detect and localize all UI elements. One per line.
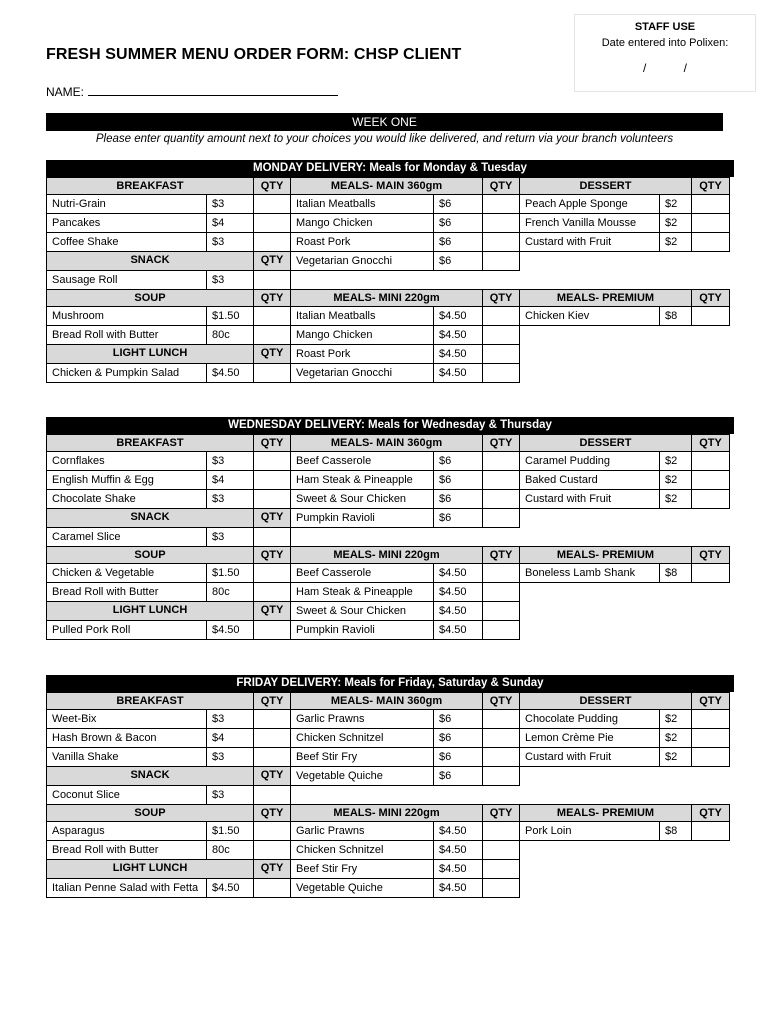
table-row	[47, 195, 730, 214]
qty-header: QTY	[254, 860, 291, 879]
soup-item: Asparagus	[47, 822, 207, 841]
mini-meals-header: MEALS- MINI 220gm	[291, 290, 483, 307]
snack-item: Caramel Slice	[47, 528, 207, 547]
price: $2	[660, 748, 692, 767]
mini-meal-item: Pumpkin Ravioli	[291, 621, 434, 640]
table-row	[47, 490, 730, 509]
price: $3	[207, 195, 254, 214]
price: $3	[207, 271, 254, 290]
qty-header: QTY	[483, 290, 520, 307]
soup-item: Bread Roll with Butter	[47, 326, 207, 345]
breakfast-item: Nutri-Grain	[47, 195, 207, 214]
qty-input[interactable]	[483, 364, 520, 383]
qty-header: QTY	[254, 435, 291, 452]
price: $1.50	[207, 564, 254, 583]
main-meal-item: Vegetable Quiche	[291, 767, 434, 786]
name-label: NAME:	[46, 85, 85, 99]
qty-header: QTY	[254, 805, 291, 822]
order-table	[46, 177, 730, 383]
price: $2	[660, 490, 692, 509]
qty-input[interactable]	[692, 307, 730, 326]
qty-input[interactable]	[254, 583, 291, 602]
price: $4	[207, 214, 254, 233]
table-row	[47, 860, 730, 879]
dessert-item: French Vanilla Mousse	[520, 214, 660, 233]
blank-cell	[291, 786, 730, 805]
premium-meals-header: MEALS- PREMIUM	[520, 805, 692, 822]
qty-header: QTY	[692, 435, 730, 452]
price: $2	[660, 195, 692, 214]
blank-cell	[520, 509, 730, 528]
qty-header: QTY	[483, 805, 520, 822]
mini-meal-item: Vegetarian Gnocchi	[291, 364, 434, 383]
blank-cell	[291, 271, 730, 290]
header-row	[47, 547, 730, 564]
qty-input[interactable]	[254, 307, 291, 326]
qty-header: QTY	[254, 509, 291, 528]
snack-item: Sausage Roll	[47, 271, 207, 290]
price: $2	[660, 471, 692, 490]
price: $4.50	[207, 364, 254, 383]
qty-input[interactable]	[692, 452, 730, 471]
price: 80c	[207, 583, 254, 602]
price: $4.50	[434, 879, 483, 898]
qty-input[interactable]	[483, 822, 520, 841]
premium-meal-item: Pork Loin	[520, 822, 660, 841]
qty-input[interactable]	[254, 452, 291, 471]
price: $3	[207, 233, 254, 252]
qty-input[interactable]	[483, 621, 520, 640]
qty-input[interactable]	[254, 729, 291, 748]
breakfast-item: Chocolate Shake	[47, 490, 207, 509]
price: $4.50	[207, 621, 254, 640]
main-meal-item: Pumpkin Ravioli	[291, 509, 434, 528]
price: $3	[207, 452, 254, 471]
qty-input[interactable]	[692, 729, 730, 748]
mini-meal-item: Chicken Schnitzel	[291, 841, 434, 860]
qty-input[interactable]	[254, 564, 291, 583]
mini-meal-item: Ham Steak & Pineapple	[291, 583, 434, 602]
light-lunch-item: Italian Penne Salad with Fetta	[47, 879, 207, 898]
qty-input[interactable]	[254, 822, 291, 841]
qty-input[interactable]	[254, 841, 291, 860]
breakfast-item: Coffee Shake	[47, 233, 207, 252]
breakfast-item: Hash Brown & Bacon	[47, 729, 207, 748]
soup-item: Mushroom	[47, 307, 207, 326]
qty-header: QTY	[254, 252, 291, 271]
price: $2	[660, 710, 692, 729]
price: $2	[660, 214, 692, 233]
qty-input[interactable]	[483, 509, 520, 528]
breakfast-header: BREAKFAST	[47, 693, 254, 710]
table-row	[47, 602, 730, 621]
qty-input[interactable]	[483, 860, 520, 879]
qty-input[interactable]	[692, 471, 730, 490]
soup-header: SOUP	[47, 547, 254, 564]
qty-input[interactable]	[483, 748, 520, 767]
breakfast-item: English Muffin & Egg	[47, 471, 207, 490]
dessert-header: DESSERT	[520, 435, 692, 452]
soup-item: Bread Roll with Butter	[47, 841, 207, 860]
qty-input[interactable]	[254, 195, 291, 214]
price: $4	[207, 729, 254, 748]
qty-input[interactable]	[254, 748, 291, 767]
snack-item: Coconut Slice	[47, 786, 207, 805]
qty-input[interactable]	[254, 490, 291, 509]
price: $4.50	[207, 879, 254, 898]
qty-header: QTY	[692, 290, 730, 307]
staff-use-title: STAFF USE	[634, 21, 696, 33]
price: $3	[207, 748, 254, 767]
price: $3	[207, 528, 254, 547]
blank-cell	[520, 860, 730, 879]
table-row	[47, 822, 730, 841]
breakfast-header: BREAKFAST	[47, 435, 254, 452]
dessert-item: Caramel Pudding	[520, 452, 660, 471]
price: $4.50	[434, 364, 483, 383]
staff-date-label: Date entered into Polixen:	[601, 37, 729, 49]
dessert-item: Custard with Fruit	[520, 233, 660, 252]
qty-header: QTY	[692, 178, 730, 195]
blank-cell	[520, 583, 730, 602]
qty-input[interactable]	[692, 748, 730, 767]
blank-cell	[520, 345, 730, 364]
table-row	[47, 841, 730, 860]
qty-input[interactable]	[483, 767, 520, 786]
week-banner: WEEK ONE	[46, 113, 723, 131]
blank-cell	[520, 879, 730, 898]
table-row	[47, 564, 730, 583]
price: 80c	[207, 326, 254, 345]
table-row	[47, 452, 730, 471]
dessert-header: DESSERT	[520, 693, 692, 710]
price: $4.50	[434, 822, 483, 841]
form-title: FRESH SUMMER MENU ORDER FORM: CHSP CLIENT	[46, 46, 462, 63]
qty-input[interactable]	[254, 528, 291, 547]
mini-meal-item: Vegetable Quiche	[291, 879, 434, 898]
qty-input[interactable]	[483, 345, 520, 364]
table-row	[47, 471, 730, 490]
qty-header: QTY	[692, 693, 730, 710]
snack-header: SNACK	[47, 509, 254, 528]
mini-meal-item: Garlic Prawns	[291, 822, 434, 841]
qty-input[interactable]	[692, 233, 730, 252]
qty-header: QTY	[483, 178, 520, 195]
main-meal-item: Vegetarian Gnocchi	[291, 252, 434, 271]
qty-header: QTY	[692, 547, 730, 564]
qty-input[interactable]	[254, 364, 291, 383]
main-meals-header: MEALS- MAIN 360gm	[291, 435, 483, 452]
qty-header: QTY	[254, 290, 291, 307]
main-meals-header: MEALS- MAIN 360gm	[291, 178, 483, 195]
price: $6	[434, 471, 483, 490]
price: $2	[660, 729, 692, 748]
table-row	[47, 252, 730, 271]
staff-use-box	[574, 14, 756, 92]
mini-meal-item: Italian Meatballs	[291, 307, 434, 326]
blank-cell	[520, 841, 730, 860]
soup-item: Chicken & Vegetable	[47, 564, 207, 583]
table-row	[47, 271, 730, 290]
blank-cell	[291, 528, 730, 547]
table-row	[47, 509, 730, 528]
price: $6	[434, 509, 483, 528]
qty-input[interactable]	[483, 602, 520, 621]
header-row	[47, 693, 730, 710]
premium-meals-header: MEALS- PREMIUM	[520, 547, 692, 564]
qty-input[interactable]	[254, 214, 291, 233]
premium-meal-item: Boneless Lamb Shank	[520, 564, 660, 583]
qty-input[interactable]	[483, 583, 520, 602]
dessert-item: Custard with Fruit	[520, 490, 660, 509]
price: 80c	[207, 841, 254, 860]
dessert-item: Custard with Fruit	[520, 748, 660, 767]
table-row	[47, 307, 730, 326]
qty-input[interactable]	[692, 564, 730, 583]
qty-input[interactable]	[692, 822, 730, 841]
qty-input[interactable]	[483, 452, 520, 471]
price: $2	[660, 233, 692, 252]
light-lunch-item: Pulled Pork Roll	[47, 621, 207, 640]
blank-cell	[520, 326, 730, 345]
soup-item: Bread Roll with Butter	[47, 583, 207, 602]
snack-header: SNACK	[47, 767, 254, 786]
qty-header: QTY	[692, 805, 730, 822]
qty-input[interactable]	[254, 326, 291, 345]
qty-input[interactable]	[483, 490, 520, 509]
qty-input[interactable]	[483, 195, 520, 214]
qty-input[interactable]	[692, 214, 730, 233]
mini-meal-item: Mango Chicken	[291, 326, 434, 345]
qty-input[interactable]	[254, 879, 291, 898]
qty-input[interactable]	[254, 233, 291, 252]
qty-input[interactable]	[483, 841, 520, 860]
qty-input[interactable]	[254, 786, 291, 805]
blank-cell	[520, 252, 730, 271]
mini-meal-item: Beef Casserole	[291, 564, 434, 583]
blank-cell	[520, 767, 730, 786]
mini-meal-item: Sweet & Sour Chicken	[291, 602, 434, 621]
price: $4.50	[434, 841, 483, 860]
table-row	[47, 710, 730, 729]
premium-meals-header: MEALS- PREMIUM	[520, 290, 692, 307]
table-row	[47, 767, 730, 786]
blank-cell	[520, 621, 730, 640]
mini-meals-header: MEALS- MINI 220gm	[291, 805, 483, 822]
instructions: Please enter quantity amount next to your choices you would like delivered, and return via your branch volunteers	[95, 133, 674, 145]
price: $6	[434, 252, 483, 271]
qty-input[interactable]	[254, 471, 291, 490]
table-row	[47, 786, 730, 805]
dessert-item: Chocolate Pudding	[520, 710, 660, 729]
main-meal-item: Italian Meatballs	[291, 195, 434, 214]
snack-header: SNACK	[47, 252, 254, 271]
price: $6	[434, 490, 483, 509]
breakfast-item: Cornflakes	[47, 452, 207, 471]
main-meal-item: Roast Pork	[291, 233, 434, 252]
qty-input[interactable]	[254, 621, 291, 640]
price: $4.50	[434, 345, 483, 364]
price: $1.50	[207, 822, 254, 841]
qty-input[interactable]	[483, 252, 520, 271]
price: $4.50	[434, 307, 483, 326]
price: $8	[660, 822, 692, 841]
table-row	[47, 214, 730, 233]
staff-date-field[interactable]: / /	[642, 61, 687, 75]
qty-input[interactable]	[254, 271, 291, 290]
breakfast-header: BREAKFAST	[47, 178, 254, 195]
price: $3	[207, 710, 254, 729]
dessert-item: Baked Custard	[520, 471, 660, 490]
price: $6	[434, 748, 483, 767]
price: $6	[434, 452, 483, 471]
blank-cell	[520, 602, 730, 621]
table-row	[47, 364, 730, 383]
price: $4.50	[434, 326, 483, 345]
mini-meal-item: Beef Stir Fry	[291, 860, 434, 879]
qty-input[interactable]	[483, 326, 520, 345]
name-field[interactable]	[88, 84, 338, 96]
table-row	[47, 748, 730, 767]
qty-header: QTY	[254, 345, 291, 364]
breakfast-item: Weet-Bix	[47, 710, 207, 729]
qty-header: QTY	[254, 602, 291, 621]
delivery-header: FRIDAY DELIVERY: Meals for Friday, Saturday & Sunday	[46, 675, 734, 692]
price: $6	[434, 214, 483, 233]
price: $4.50	[434, 860, 483, 879]
premium-meal-item: Chicken Kiev	[520, 307, 660, 326]
qty-input[interactable]	[483, 214, 520, 233]
light-lunch-item: Chicken & Pumpkin Salad	[47, 364, 207, 383]
table-row	[47, 528, 730, 547]
main-meal-item: Ham Steak & Pineapple	[291, 471, 434, 490]
price: $2	[660, 452, 692, 471]
main-meal-item: Sweet & Sour Chicken	[291, 490, 434, 509]
breakfast-item: Vanilla Shake	[47, 748, 207, 767]
soup-header: SOUP	[47, 805, 254, 822]
delivery-header: WEDNESDAY DELIVERY: Meals for Wednesday & Thursday	[46, 417, 734, 434]
qty-header: QTY	[483, 693, 520, 710]
main-meal-item: Mango Chicken	[291, 214, 434, 233]
qty-input[interactable]	[254, 710, 291, 729]
price: $3	[207, 786, 254, 805]
price: $6	[434, 710, 483, 729]
price: $4.50	[434, 602, 483, 621]
price: $6	[434, 195, 483, 214]
price: $8	[660, 564, 692, 583]
qty-input[interactable]	[483, 471, 520, 490]
main-meal-item: Beef Casserole	[291, 452, 434, 471]
qty-input[interactable]	[483, 710, 520, 729]
qty-input[interactable]	[483, 729, 520, 748]
qty-input[interactable]	[692, 710, 730, 729]
table-row	[47, 621, 730, 640]
order-table	[46, 434, 730, 640]
dessert-header: DESSERT	[520, 178, 692, 195]
breakfast-item: Pancakes	[47, 214, 207, 233]
main-meal-item: Chicken Schnitzel	[291, 729, 434, 748]
qty-header: QTY	[254, 547, 291, 564]
qty-input[interactable]	[483, 233, 520, 252]
qty-input[interactable]	[483, 879, 520, 898]
name-row	[46, 84, 338, 99]
dessert-item: Lemon Crème Pie	[520, 729, 660, 748]
table-row	[47, 729, 730, 748]
qty-header: QTY	[483, 435, 520, 452]
header-row	[47, 435, 730, 452]
dessert-item: Peach Apple Sponge	[520, 195, 660, 214]
price: $6	[434, 767, 483, 786]
mini-meals-header: MEALS- MINI 220gm	[291, 547, 483, 564]
order-table	[46, 692, 730, 898]
price: $1.50	[207, 307, 254, 326]
soup-header: SOUP	[47, 290, 254, 307]
light-lunch-header: LIGHT LUNCH	[47, 602, 254, 621]
header-row	[47, 178, 730, 195]
table-row	[47, 326, 730, 345]
table-row	[47, 583, 730, 602]
qty-header: QTY	[254, 767, 291, 786]
header-row	[47, 805, 730, 822]
mini-meal-item: Roast Pork	[291, 345, 434, 364]
price: $4.50	[434, 621, 483, 640]
light-lunch-header: LIGHT LUNCH	[47, 345, 254, 364]
qty-header: QTY	[483, 547, 520, 564]
price: $8	[660, 307, 692, 326]
qty-input[interactable]	[692, 195, 730, 214]
price: $4.50	[434, 583, 483, 602]
qty-input[interactable]	[483, 307, 520, 326]
header-row	[47, 290, 730, 307]
delivery-header: MONDAY DELIVERY: Meals for Monday & Tuesday	[46, 160, 734, 177]
main-meal-item: Beef Stir Fry	[291, 748, 434, 767]
qty-header: QTY	[254, 178, 291, 195]
main-meal-item: Garlic Prawns	[291, 710, 434, 729]
price: $6	[434, 729, 483, 748]
price: $6	[434, 233, 483, 252]
table-row	[47, 879, 730, 898]
table-row	[47, 233, 730, 252]
main-meals-header: MEALS- MAIN 360gm	[291, 693, 483, 710]
price: $4	[207, 471, 254, 490]
price: $4.50	[434, 564, 483, 583]
qty-input[interactable]	[692, 490, 730, 509]
table-row	[47, 345, 730, 364]
qty-input[interactable]	[483, 564, 520, 583]
qty-header: QTY	[254, 693, 291, 710]
light-lunch-header: LIGHT LUNCH	[47, 860, 254, 879]
price: $3	[207, 490, 254, 509]
blank-cell	[520, 364, 730, 383]
